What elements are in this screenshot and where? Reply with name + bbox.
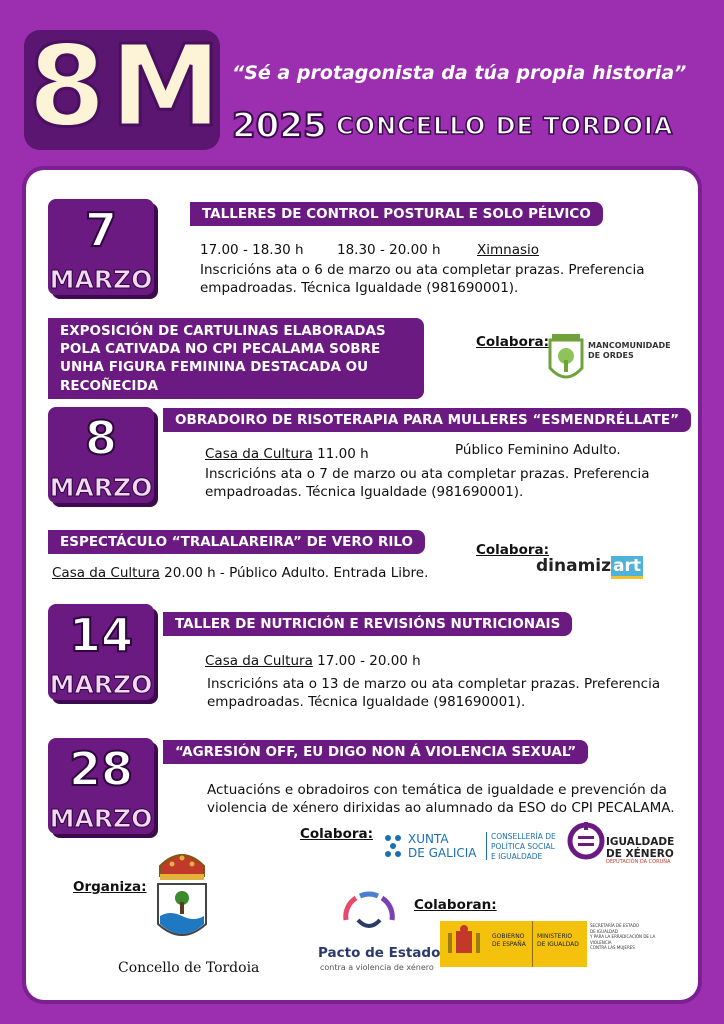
event-title: TALLERES DE CONTROL POSTURAL E SOLO PÉLVICO [190, 202, 603, 226]
logo-line: DE ORDES [588, 351, 634, 361]
logo-line: DE XÉNERO [606, 848, 674, 861]
event-title: ESPECTÁCULO “TRALALAREIRA” DE VERO RILO [48, 530, 425, 554]
consellaria-text [491, 832, 556, 861]
month-label: MARZO [49, 473, 153, 502]
event-place-line [52, 564, 428, 582]
logo-line: Y PARA LA ERRADICACIÓN DE LA VIOLENCIA [590, 934, 656, 945]
logo-line: XUNTA [408, 832, 449, 846]
event-time: 11.00 h [312, 446, 369, 462]
event-time: 18.30 - 20.00 h [337, 242, 441, 258]
event-title: EXPOSICIÓN DE CARTULINAS ELABORADAS POLA CATIVADA NO CPI PECALAMA SOBRE UNHA FIGURA FEMININA DESTACADA OU RECOÑECIDA [48, 318, 424, 399]
day-number: 8 [84, 411, 117, 465]
event-time: 17.00 - 20.00 h [312, 653, 421, 669]
event-note: Inscricións ata o 13 de marzo ou ata completar prazas. Preferencia empadroadas. Técnica Igualdade (981690001). [207, 676, 661, 711]
event-note: Inscricións ata o 6 de marzo ou ata completar prazas. Preferencia empadroadas. Técnica Igualdade (981690001). [200, 262, 645, 297]
event-note: Inscricións ata o 7 de marzo ou ata completar prazas. Preferencia empadroadas. Técnica Igualdade (981690001). [205, 466, 650, 501]
logo-line: MINISTERIO [537, 933, 573, 940]
event-place-line [205, 652, 421, 670]
slogan: “Sé a protagonista da túa propia historia” [232, 62, 687, 84]
logo-line: CONTRA LAS MUJERES [590, 945, 635, 951]
igualdade-text [606, 836, 674, 866]
logo-text: dinamiz [536, 556, 612, 576]
organiza-label: Organiza: [73, 879, 147, 895]
event-title: TALLER DE NUTRICIÓN E REVISIÓNS NUTRICIONAIS [163, 612, 572, 636]
day-number: 28 [68, 742, 133, 796]
logo-line: DE GALICIA [408, 846, 477, 861]
event-title: “AGRESIÓN OFF, EU DIGO NON Á VIOLENCIA SEXUAL” [163, 740, 588, 764]
collab-label: Colabora: [476, 542, 550, 558]
day-number: 14 [68, 608, 133, 662]
ministerio-box [532, 921, 587, 967]
logo-line: MANCOMUNIDADE [588, 341, 671, 350]
pacto-title: Pacto de Estado [318, 945, 441, 961]
secretaria-box [588, 921, 670, 967]
logo-line: POLÍTICA SOCIAL [491, 841, 555, 851]
logo-line: CONSELLERÍA DE [491, 832, 556, 841]
logo-line: GOBIERNO [492, 933, 525, 940]
event-place: Ximnasio [477, 242, 540, 258]
year: 2025 [232, 106, 327, 146]
event-place: Casa da Cultura [205, 446, 313, 462]
spain-shield-box [440, 921, 488, 967]
xunta-icon [383, 833, 403, 859]
pacto-logo [336, 890, 402, 944]
logo-line: SECRETARÍA DE ESTADO [590, 923, 640, 928]
event-place: Casa da Cultura [52, 565, 160, 581]
collab-label: Colabora: [300, 826, 374, 842]
xunta-text [408, 832, 477, 861]
logo-line: DE IGUALDAD [590, 928, 618, 934]
pacto-icon [336, 890, 402, 940]
municipality-title: CONCELLO DE TORDOIA [336, 112, 674, 140]
dinamizart-logo [536, 556, 643, 576]
event-audience: Público Feminino Adulto. [455, 442, 621, 458]
date-badge [48, 604, 154, 700]
logo-line: IGUALDADE [606, 836, 675, 848]
month-label: MARZO [49, 804, 153, 833]
event-code: 8M [28, 22, 226, 152]
gobierno-box [488, 921, 532, 967]
divider [486, 832, 487, 860]
month-label: MARZO [49, 265, 153, 294]
tordoia-crest [152, 846, 212, 962]
date-badge [48, 407, 154, 503]
date-badge [48, 199, 154, 295]
igualdade-logo [567, 822, 605, 864]
event-place: Casa da Cultura [205, 653, 313, 669]
logo-line: DE ESPAÑA [492, 940, 526, 948]
xunta-logo [383, 833, 403, 859]
mancomunidade-name [588, 341, 671, 362]
event-title: OBRADOIRO DE RISOTERAPIA PARA MULLERES “ESMENDRÉLLATE” [163, 408, 691, 432]
spain-shield-icon [440, 921, 488, 967]
collab-label: Colabora: [476, 334, 550, 350]
logo-line: DEPUTACIÓN DA CORUÑA [606, 859, 671, 866]
date-badge [48, 738, 154, 834]
crest-icon [152, 846, 212, 958]
day-number: 7 [84, 203, 117, 257]
logo-line: DE IGUALDAD [537, 940, 579, 948]
igualdade-icon [567, 822, 605, 860]
colaboran-label: Colaboran: [414, 897, 497, 913]
event-note: Actuacións e obradoiros con temática de igualdade e prevención da violencia de xénero dirixidas ao alumnado da ESO do CPI PECALAMA. [207, 782, 675, 817]
logo-line: E IGUALDADE [491, 851, 543, 861]
event-place-line [205, 445, 369, 463]
event-detail: 20.00 h - Público Adulto. Entrada Libre. [159, 565, 429, 581]
logo-text: art [611, 556, 643, 579]
mancomunidade-shield-icon [548, 332, 584, 386]
mancomunidade-logo [548, 332, 584, 390]
pacto-subtitle: contra a violencia de xénero [320, 963, 434, 972]
event-time: 17.00 - 18.30 h [200, 242, 304, 258]
organizer-name: Concello de Tordoia [118, 960, 260, 976]
month-label: MARZO [49, 670, 153, 699]
